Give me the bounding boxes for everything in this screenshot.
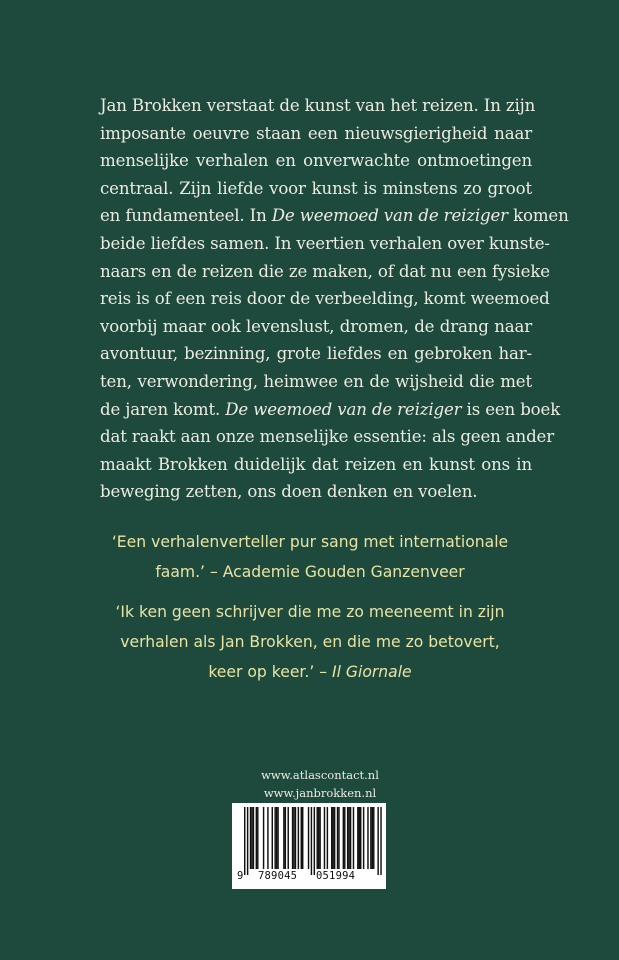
barcode-bar (377, 807, 378, 875)
barcode-bar (276, 807, 277, 869)
barcode-bar (318, 807, 319, 869)
isbn-barcode (232, 803, 386, 889)
barcode-bar (314, 807, 315, 875)
barcode-bar (295, 807, 296, 869)
text-segment: ‘Ik ken geen schrijver die me zo meeneemt in zijn (115, 603, 505, 621)
url-janbrokken: www.janbrokken.nl (263, 786, 377, 800)
text-segment: faam.’ – Academie Gouden Ganzenveer (155, 563, 465, 581)
blurb-line (100, 120, 532, 148)
barcode-bar (288, 807, 289, 869)
barcode-bar (285, 807, 286, 869)
text-segment: naars en de reizen die ze maken, of dat nu een fysieke (100, 261, 550, 281)
blurb-line (100, 451, 532, 479)
text-segment: en fundamenteel. In (100, 206, 272, 226)
barcode-bar (319, 807, 320, 869)
barcode-bar (327, 807, 328, 869)
blurb-line (100, 92, 536, 120)
blurb-line (100, 478, 532, 506)
barcode-number (232, 870, 386, 886)
book-title-italic: Il Giornale (332, 663, 412, 681)
blurb-line (100, 258, 550, 286)
text-segment: dat raakt aan onze menselijke essentie: als geen ander (100, 427, 555, 447)
barcode-bar (343, 807, 344, 869)
url-atlascontact: www.atlascontact.nl (261, 768, 379, 782)
blurb-line (100, 340, 532, 368)
barcode-bar (359, 807, 360, 869)
barcode-bar (357, 807, 358, 869)
barcode-bar (317, 807, 318, 869)
barcode-bar (311, 807, 312, 875)
quote-line (60, 557, 560, 587)
blurb-line (100, 423, 555, 451)
barcode-bar (263, 807, 264, 869)
quote-line (60, 657, 560, 687)
text-segment: ten, verwondering, heimwee en de wijsheid die met (100, 371, 532, 391)
quote-line (60, 597, 560, 627)
text-segment: reis is of een reis door de verbeelding, komt weemoed (100, 289, 550, 309)
text-segment: de jaren komt. (100, 399, 226, 419)
barcode-bar (334, 807, 335, 869)
text-segment: verhalen als Jan Brokken, en die me zo betovert, (120, 633, 500, 651)
barcode-bar (253, 807, 254, 869)
barcode-bar (324, 807, 325, 869)
blurb-text (100, 92, 569, 506)
barcode-bar (302, 807, 303, 869)
publisher-urls (220, 766, 420, 802)
blurb-line (100, 313, 532, 341)
book-title-italic: De weemoed van de reiziger (225, 399, 462, 419)
barcode-bar (250, 807, 251, 869)
barcode-bar (363, 807, 364, 869)
barcode-bar (247, 807, 248, 875)
barcode-bar (373, 807, 374, 869)
text-segment: avontuur, bezinning, grote liefdes en gebroken har- (100, 344, 532, 364)
barcode-bar (348, 807, 349, 869)
barcode-bar (283, 807, 284, 869)
quote-line (60, 627, 560, 657)
barcode-bar (380, 807, 381, 875)
book-title-italic: De weemoed van de reiziger (271, 206, 508, 226)
review-quote-academie (60, 527, 560, 587)
quote-line (60, 527, 560, 557)
barcode-bar (257, 807, 258, 869)
barcode-bar (353, 807, 354, 869)
barcode-bar (272, 807, 273, 869)
barcode-bar (292, 807, 293, 869)
barcode-bar (350, 807, 351, 869)
barcode-bar (256, 807, 257, 869)
barcode-digits-right: 051994 (316, 870, 356, 882)
barcode-bar (331, 807, 332, 869)
barcode-bar (293, 807, 294, 869)
barcode-bar (332, 807, 333, 869)
text-segment: beide liefdes samen. In veertien verhalen over kunste- (100, 233, 550, 253)
text-segment: voorbij maar ook levenslust, dromen, de drang naar (100, 316, 532, 336)
text-segment: centraal. Zijn liefde voor kunst is minstens zo groot (100, 178, 532, 198)
text-segment: ‘Een verhalenverteller pur sang met internationale (111, 533, 509, 551)
text-segment: keer op keer.’ – (208, 663, 333, 681)
blurb-line (100, 285, 550, 313)
blurb-line (100, 368, 532, 396)
text-segment: komen (507, 206, 569, 226)
blurb-line (100, 230, 550, 258)
text-segment: menselijke verhalen en onverwachte ontmoetingen (100, 151, 532, 171)
blurb-line (100, 396, 561, 424)
barcode-bar (267, 807, 268, 869)
barcode-bar (370, 807, 371, 869)
barcode-bar (277, 807, 278, 869)
barcode-bar (344, 807, 345, 869)
review-quote-il-giornale (60, 597, 560, 687)
barcode-bar (367, 807, 368, 869)
blurb-line (100, 202, 569, 230)
blurb-line (100, 175, 532, 203)
barcode-bar (301, 807, 302, 869)
barcode-bar (337, 807, 338, 869)
barcode-bar (347, 807, 348, 869)
text-segment: is een boek (461, 399, 561, 419)
text-segment: beweging zetten, ons doen denken en voelen. (100, 482, 478, 502)
barcode-bar (360, 807, 361, 869)
barcode-bar (338, 807, 339, 869)
barcode-bar (372, 807, 373, 869)
barcode-digit-lead: 9 (237, 870, 244, 882)
barcode-bar (251, 807, 252, 869)
barcode-bar (298, 807, 299, 869)
blurb-line (100, 147, 532, 175)
text-segment: imposante oeuvre staan een nieuwsgierigheid naar (100, 123, 532, 143)
text-segment: Jan Brokken verstaat de kunst van het reizen. In zijn (100, 96, 536, 115)
barcode-digits-left: 789045 (258, 870, 298, 882)
text-segment: maakt Brokken duidelijk dat reizen en kunst ons in (100, 454, 532, 474)
barcode-bar (244, 807, 245, 875)
barcode-bar (308, 807, 309, 869)
barcode-bar (274, 807, 275, 869)
